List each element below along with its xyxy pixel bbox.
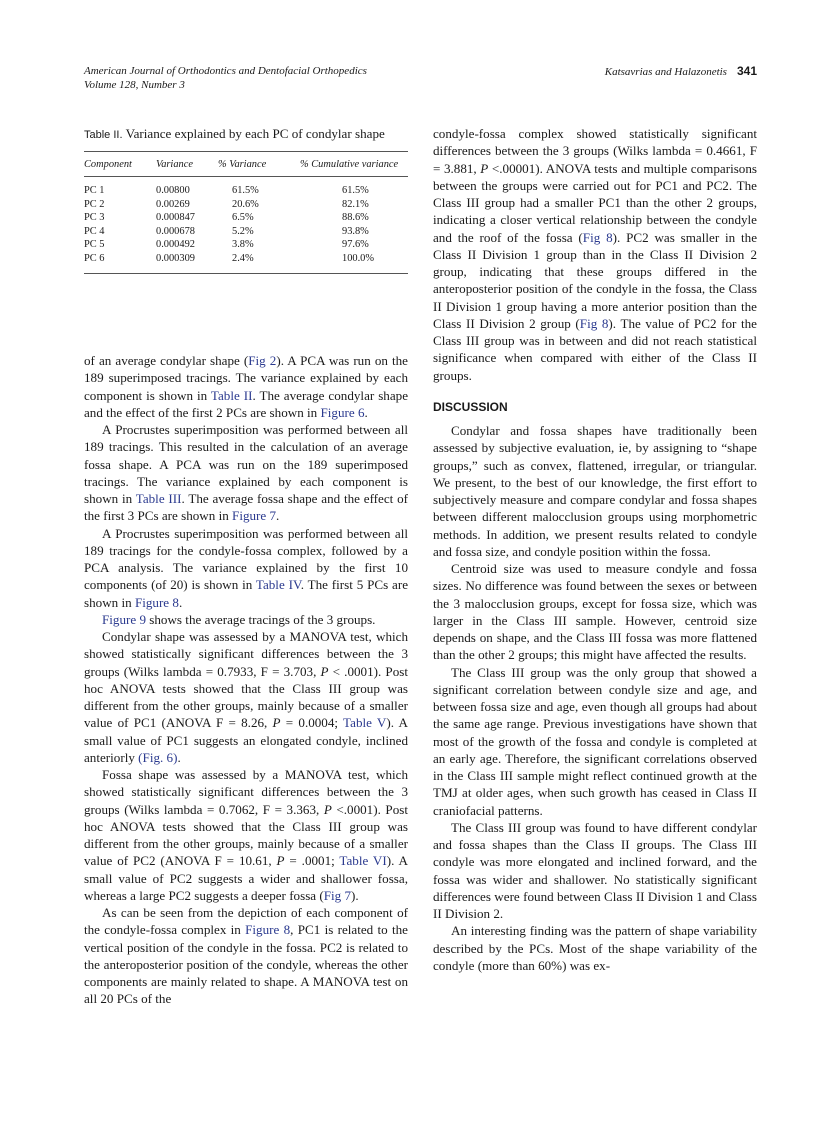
- cell-component: PC 5: [84, 239, 105, 250]
- text: . The average fossa shape and the effect of the first 3 PCs are shown in: [84, 491, 409, 524]
- text: .: [178, 594, 183, 610]
- cell-percent: 5.2%: [232, 225, 254, 237]
- text: <.0001). Post hoc ANOVA tests showed that the Class III group was different from the other groups, mainly because of a smaller value of PC2 (ANOVA F = 10.61,: [84, 801, 408, 869]
- text: ).: [351, 887, 359, 903]
- table-row: [84, 238, 408, 252]
- paragraph: The Class III group was the only group that showed a significant correlation between condyle size and age, and between fossa size and age, even though all groups had about the same age range. Previous investigations have shown that most of the growth of the fossa and condyle is completed at an early age. Therefore, the significant correlations observed in the Class III sample might reflect continued growth at the TMJ at older ages, when such growth has ceased in Class II craniofacial patterns.: [433, 664, 757, 818]
- header-variance: Variance: [156, 158, 193, 170]
- text: shows the average tracings of the 3 groups.: [146, 611, 376, 627]
- cell-percent: 61.5%: [232, 185, 259, 196]
- cell-cumulative: 61.5%: [342, 185, 369, 196]
- paragraph: Condylar and fossa shapes have traditionally been assessed by subjective evaluation, ie, by assigning to “shape groups,” such as convex, flattened, irregular, or triangular. We present, to the best of our knowledge, the first effort to subjectively measure and compare condylar and fossa shapes between different malocclusion groups using morphometric methods. In addition, we present results related to condyle and fossa size, and condyle position within the fossa.: [433, 423, 757, 559]
- cell-variance: 0.000847: [156, 212, 195, 223]
- cell-cumulative: 93.8%: [342, 225, 369, 237]
- left-column: [84, 125, 408, 1008]
- text: ). A small value of PC2 suggests a wider and shallower fossa, whereas a large PC2 suggests a deeper fossa (: [84, 853, 408, 903]
- paragraph: [84, 611, 408, 628]
- paragraph: An interesting finding was the pattern of shape variability described by the PCs. Most of the shape variability of the condyle (more than 60%) was ex-: [433, 923, 757, 973]
- figure-link[interactable]: Fig 8: [579, 315, 609, 331]
- table-row: [84, 177, 408, 198]
- cell-variance: 0.00800: [156, 185, 190, 196]
- cell-variance: 0.000309: [156, 252, 195, 264]
- table-link[interactable]: Table III: [135, 491, 182, 506]
- cell-percent: 20.6%: [232, 198, 259, 210]
- right-column: [433, 125, 757, 974]
- cell-cumulative: 88.6%: [342, 212, 369, 223]
- cell-component: PC 6: [84, 252, 105, 264]
- figure-link[interactable]: Figure 8: [134, 594, 179, 610]
- text: A Procrustes superimposition was performed between all 189 tracings. This resulted in the calculation of an average fossa shape. A PCA was run on the 189 superimposed tracings. The variance explained by each component is shown in: [84, 422, 408, 506]
- cell-variance: 0.000492: [156, 239, 195, 250]
- cell-cumulative: 82.1%: [342, 198, 369, 210]
- cell-percent: 2.4%: [232, 252, 254, 264]
- figure-link[interactable]: Fig 8: [582, 229, 613, 245]
- text: ). A small value of PC1 suggests an elongated condyle, inclined anteriorly: [84, 715, 409, 765]
- text: ). A PCA was run on the 189 superimposed tracings. The variance explained by each component is shown in: [84, 353, 408, 403]
- text: ). PC2 was smaller in the Class II Division 1 group than in the Class II Division 2 group, indicating that these groups differed in the anteroposterior position of the condyle in the fossa, the Class II Division 1 group having a more anterior position than the Class II Division 2 group (: [433, 229, 758, 331]
- paragraph: [84, 421, 408, 525]
- table-link[interactable]: Table V: [343, 715, 387, 731]
- variance-table: [84, 151, 408, 275]
- journal-title: American Journal of Orthodontics and Dentofacial Orthopedics: [84, 65, 367, 77]
- text: As can be seen from the depiction of each component of the condyle-fossa complex in: [84, 905, 408, 938]
- p-value-symbol: P: [320, 663, 329, 679]
- text: Fossa shape was assessed by a MANOVA test, which showed statistically significant differences between the 3 groups (Wilks lambda = 0.7062, F = 3.363,: [84, 767, 408, 817]
- header-percent-variance: % Variance: [218, 158, 267, 170]
- figure-link[interactable]: Figure 7: [232, 508, 277, 524]
- paragraph: [433, 125, 757, 384]
- cell-cumulative: 100.0%: [342, 252, 375, 264]
- text: .: [177, 749, 181, 765]
- figure-link[interactable]: Fig 2: [248, 353, 277, 368]
- cell-component: PC 2: [84, 198, 105, 210]
- author-page-info: [605, 64, 757, 79]
- paragraph: [84, 525, 408, 611]
- p-value-symbol: P: [272, 715, 281, 731]
- journal-volume: Volume 128, Number 3: [84, 79, 185, 91]
- cell-percent: 6.5%: [232, 212, 254, 223]
- header-cumulative-variance: % Cumulative variance: [300, 158, 399, 170]
- table-row: [84, 225, 408, 239]
- running-authors: Katsavrias and Halazonetis: [604, 66, 727, 78]
- text: A Procrustes superimposition was performed between all 189 tracings for the condyle-fossa complex, followed by a PCA analysis. The variance explained by the first 10 components (of 20) is shown in: [84, 525, 408, 593]
- cell-component: PC 3: [84, 212, 105, 223]
- cell-variance: 0.000678: [156, 225, 195, 237]
- table-link[interactable]: Table IV: [255, 577, 301, 593]
- text: of an average condylar shape (: [84, 353, 249, 368]
- header-component: Component: [84, 158, 132, 170]
- table-link[interactable]: Table VI: [339, 853, 387, 869]
- figure-link[interactable]: Fig 7: [323, 887, 352, 903]
- paragraph: [84, 766, 408, 904]
- cell-cumulative: 97.6%: [342, 239, 369, 250]
- text: .: [276, 508, 280, 524]
- paragraph: [84, 628, 408, 766]
- text: Condylar shape was assessed by a MANOVA test, which showed statistically significant differences between the 3 groups (Wilks lambda = 0.7933, F = 3.703,: [84, 629, 408, 679]
- table-row: [84, 211, 408, 225]
- text: < .0001). Post hoc ANOVA tests showed that the Class III group was different from the other groups, mainly because of a smaller value of PC1 (ANOVA F = 8.26,: [84, 663, 408, 731]
- text: condyle-fossa complex showed statistically significant differences between the 3 groups (Wilks lambda = 0.4661, F = 3.881,: [433, 126, 757, 176]
- cell-percent: 3.8%: [232, 239, 254, 250]
- p-value-symbol: P: [480, 160, 489, 176]
- journal-info: [84, 64, 367, 92]
- table-header-row: [84, 151, 408, 177]
- figure-link[interactable]: Figure 9: [102, 611, 147, 627]
- cell-component: PC 1: [84, 185, 105, 196]
- table-row: [84, 198, 408, 212]
- text: ). The value of PC2 for the Class III group was in between and did not reach statistical significance when compared with either of the Class II groups.: [433, 315, 757, 383]
- p-value-symbol: P: [323, 801, 332, 817]
- text: = .0001;: [284, 853, 340, 869]
- text: .: [364, 404, 368, 420]
- text: <.00001). ANOVA tests and multiple comparisons between the groups were carried out for PC1 and PC2. The Class III group had a smaller PC1 than the other 2 groups, indicating a closer vertical relationship between the condyle and the roof of the fossa (: [433, 160, 757, 245]
- paragraph: Centroid size was used to measure condyle and fossa sizes. No difference was found between the sexes or between the 3 malocclusion groups, except for fossa size, which was larger in the Class III sample. However, centroid size depends on shape, and the Class III fossa was more flattened than the other 2 groups; this might have affected the results.: [433, 561, 757, 663]
- running-head: [84, 64, 757, 98]
- paragraph: [84, 904, 408, 1008]
- table-row: [84, 252, 408, 274]
- table-ii: [84, 125, 408, 274]
- figure-link[interactable]: (Fig. 6): [138, 749, 178, 765]
- page-number: 341: [736, 64, 757, 78]
- text: , PC1 is related to the vertical position of the condyle in the fossa. PC2 is related to the anteroposterior position of the condyle, whereas the other components are mainly related to shape. A MANOVA test on all 20 PCs of the: [84, 922, 408, 1007]
- p-value-symbol: P: [276, 853, 285, 869]
- paragraph: The Class III group was found to have different condylar and fossa shapes than the Class II groups. The Class III condyle was more elongated and inclined forward, and the fossa was wider and shallower. No statistically significant differences were found between Class II Division 1 and Class II Division 2.: [433, 819, 757, 921]
- text: = 0.0004;: [280, 715, 344, 731]
- figure-link[interactable]: Figure 6: [320, 404, 365, 420]
- section-heading-discussion: DISCUSSION: [433, 399, 508, 414]
- figure-link[interactable]: Figure 8: [245, 922, 291, 938]
- table-label: Table II.: [84, 129, 123, 141]
- table-caption: [84, 125, 408, 145]
- table-caption-text: Variance explained by each PC of condylar shape: [125, 126, 385, 141]
- text: . The average condylar shape and the effect of the first 2 PCs are shown in: [84, 387, 409, 420]
- text: . The first 5 PCs are shown in: [84, 577, 408, 610]
- paragraph: [84, 352, 408, 421]
- cell-component: PC 4: [84, 225, 105, 237]
- table-link[interactable]: Table II: [210, 387, 253, 403]
- cell-variance: 0.00269: [156, 198, 190, 210]
